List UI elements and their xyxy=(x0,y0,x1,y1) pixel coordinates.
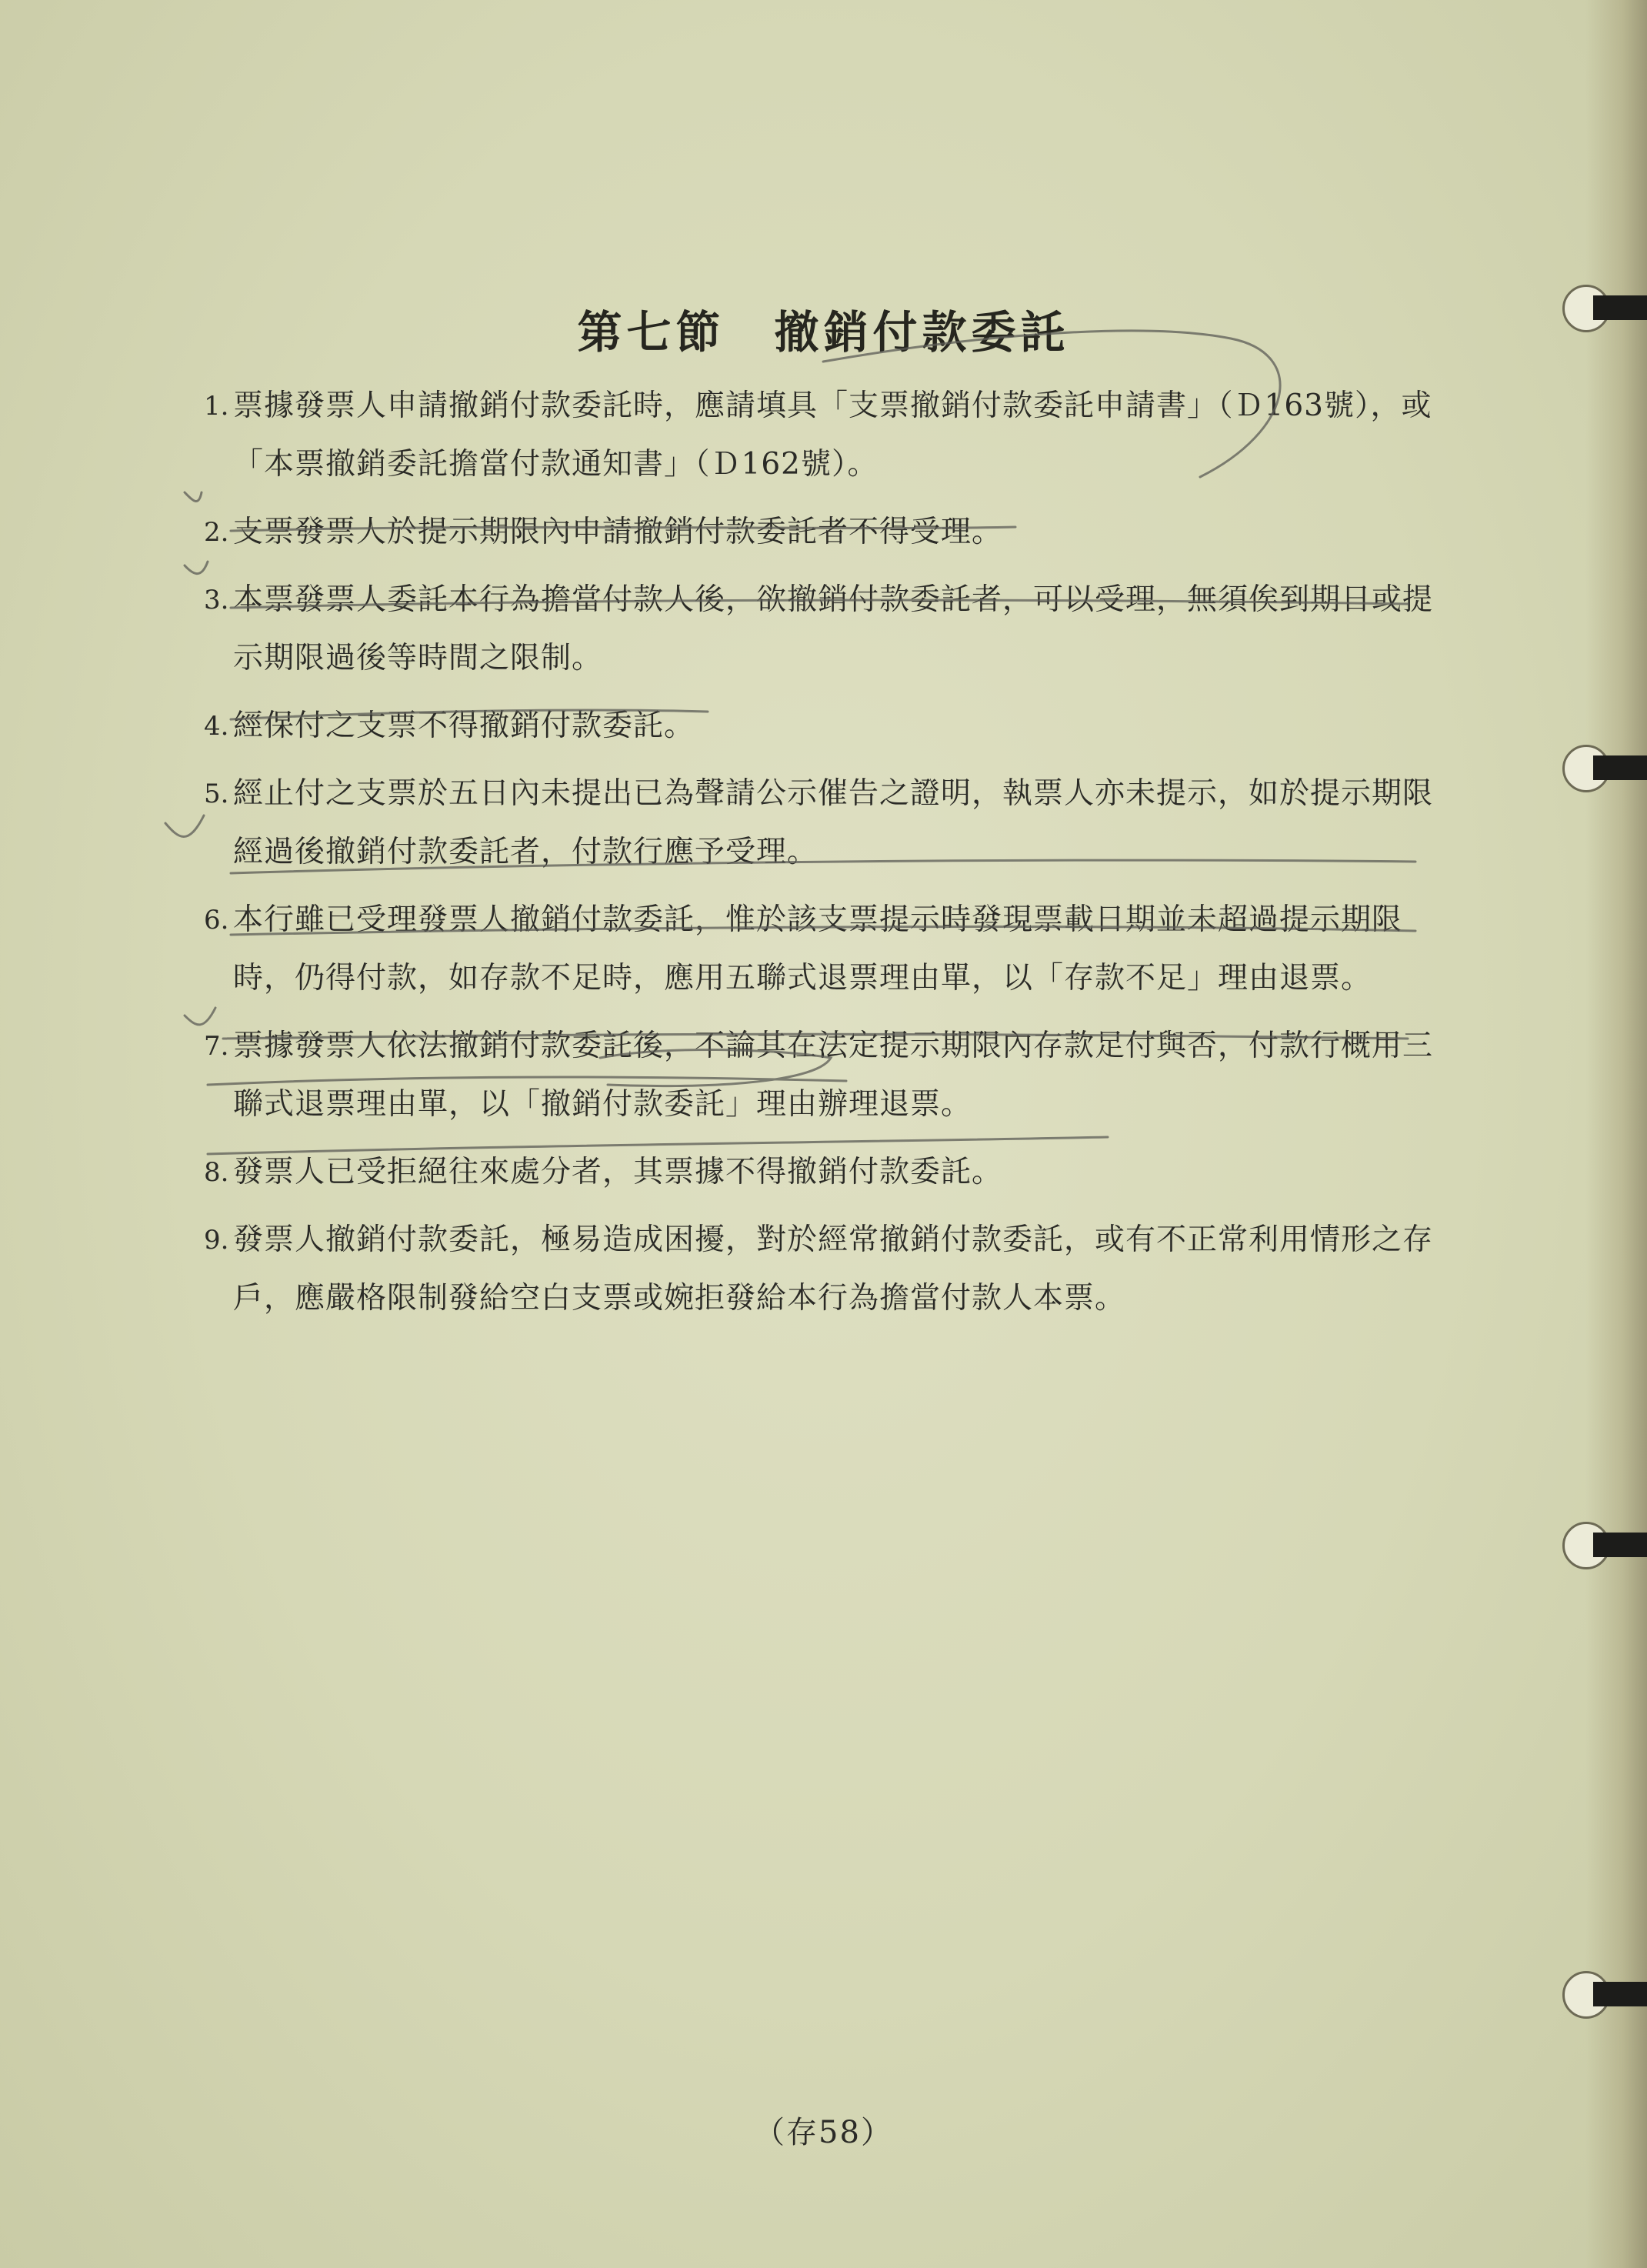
underline-mark xyxy=(231,710,708,719)
check-mark xyxy=(185,1008,215,1025)
item-text: 發票人撤銷付款委託，極易造成困擾，對於經常撤銷付款委託，或有不正常利用情形之存戶，應嚴格限制發給空白支票或婉拒發給本行為擔當付款人本票。 xyxy=(233,1222,1434,1316)
underline-mark xyxy=(231,527,1015,531)
item-text: 支票發票人於提示期限內申請撤銷付款委託者不得受理。 xyxy=(233,515,1003,549)
item-text: 發票人已受拒絕往來處分者，其票據不得撤銷付款委託。 xyxy=(233,1155,1003,1189)
item-number: 2. xyxy=(204,517,229,548)
item-number: 1. xyxy=(204,391,229,422)
pencil-loop-mark xyxy=(823,331,1280,477)
item-number: 5. xyxy=(204,779,229,809)
underline-mark xyxy=(231,860,1415,873)
check-mark xyxy=(165,815,204,837)
underline-mark xyxy=(208,1137,1108,1154)
item-number: 8. xyxy=(204,1157,229,1188)
item-text: 經止付之支票於五日內未提出已為聲請公示催告之證明，執票人亦未提示，如於提示期限經過後撤銷付款委託者，付款行應予受理。 xyxy=(233,776,1434,869)
item-text: 本票發票人委託本行為擔當付款人後，欲撤銷付款委託者，可以受理，無須俟到期日或提示期限過後等時間之限制。 xyxy=(233,582,1434,675)
check-mark xyxy=(185,562,208,574)
page-number: （存58） xyxy=(754,2115,893,2150)
underline-mark xyxy=(208,1077,846,1085)
item-number: 3. xyxy=(204,585,229,615)
item-number: 4. xyxy=(204,711,229,742)
item-number: 9. xyxy=(204,1225,229,1256)
item-number: 7. xyxy=(204,1031,229,1062)
underline-mark xyxy=(231,927,1415,935)
underline-mark xyxy=(223,1034,1408,1039)
section-title: 第七節 撤銷付款委託 xyxy=(577,306,1070,359)
item-number: 6. xyxy=(204,905,229,936)
item-text: 本行雖已受理發票人撤銷付款委託，惟於該支票提示時發現票載日期並未超過提示期限時，仍得付款，如存款不足時，應用五聯式退票理由單，以「存款不足」理由退票。 xyxy=(233,902,1403,996)
item-text: 票據發票人申請撤銷付款委託時，應請填具「支票撤銷付款委託申請書」（Ｄ163號），或「本票撤銷委託擔當付款通知書」（Ｄ162號）。 xyxy=(233,389,1432,482)
item-text: 經保付之支票不得撤銷付款委託。 xyxy=(233,709,695,743)
check-mark xyxy=(185,492,202,502)
underline-mark xyxy=(231,600,1408,608)
item-text: 票據發票人依法撤銷付款委託後，不論其在法定提示期限內存款足付與否，付款行概用三聯式退票理由單，以「撤銷付款委託」理由辦理退票。 xyxy=(233,1029,1434,1122)
